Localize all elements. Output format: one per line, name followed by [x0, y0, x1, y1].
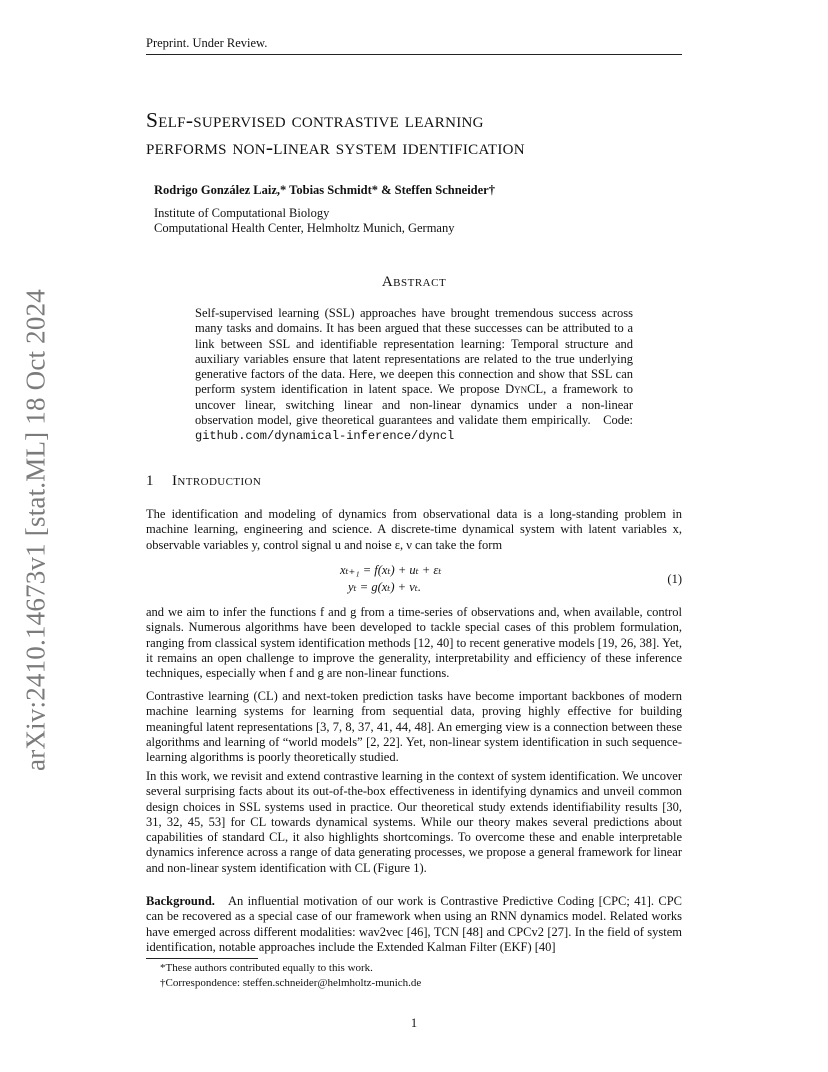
intro-paragraph-3: Contrastive learning (CL) and next-token prediction tasks have become important backbones of modern machine learning systems for learning from sequential data, proving highly effective for building meaningful latent representations [3, 7, 8, 37, 41, 44, 48]. An emerging view is a connection between these algorithms and learning of “world models” [2, 22]. Yet, non-linear system identification in such sequence-learning algorithms is poorly theoretically studied.: [146, 689, 682, 765]
abstract-text-a: Self-supervised learning (SSL) approaches have brought tremendous success across many tasks and domains. It has been argued that these successes can be attributed to a link between SSL and identifiable representation learning: Temporal structure and auxiliary variables ensure that latent representations are related to the true underlying generative factors of the data. Here, we deepen this connection and show that SSL can perform system identification in latent space. We propose: [195, 306, 633, 397]
title-line-2: performs non-linear system identification: [146, 135, 525, 159]
abstract-body: [195, 306, 633, 445]
equation-number: (1): [667, 572, 682, 586]
abstract-heading: Abstract: [381, 274, 447, 290]
title-line-1: Self-supervised contrastive learning: [146, 108, 484, 132]
section-number: 1: [146, 473, 154, 489]
page-number: 1: [410, 1016, 418, 1030]
affiliation-line-1: Institute of Computational Biology: [154, 206, 330, 220]
method-name: DynCL: [505, 382, 544, 397]
abstract-text-b: , a framework to uncover linear, switching linear and non-linear dynamics under a non-linear observation model, give theoretical guarantees and validate them empirically.: [195, 382, 633, 428]
footnote-2: †Correspondence: steffen.schneider@helmholtz-munich.de: [160, 977, 422, 989]
affiliation-line-2: Computational Health Center, Helmholtz Munich, Germany: [154, 221, 455, 235]
running-header: Preprint. Under Review.: [146, 36, 682, 55]
intro-paragraph-4: In this work, we revisit and extend contrastive learning in the context of system identification. We uncover several surprising facts about its out-of-the-box effectiveness in identifying dynamics and unveil common design choices in SSL systems used in practice. Our theoretical study extends identifiability results [30, 31, 32, 45, 53] for CL towards dynamical systems. While our theory makes several predictions about capabilities of standard CL, it also highlights shortcomings. To overcome these and enable interpretable dynamics inference across a range of data generating processes, we propose a general framework for linear and non-linear system identification with CL (Figure 1).: [146, 769, 682, 875]
background-text: An influential motivation of our work is Contrastive Predictive Coding [CPC; 41]. CPC can be recovered as a special case of our framework when using an RNN dynamics model. Related works have emerged across different modalities: wav2vec [46], TCN [48] and CPCv2 [27]. In the field of system identification, notable approaches include the Extended Kalman Filter (EKF) [40]: [146, 894, 682, 954]
background-paragraph: [146, 894, 682, 955]
affiliation: [154, 206, 454, 236]
intro-paragraph-2: and we aim to infer the functions f and g from a time-series of observations and, when available, control signals. Numerous algorithms have been developed to tackle special cases of this problem formulation, ranging from classical system identification methods [12, 40] to recent generative models [19, 26, 38]. Yet, it remains an open challenge to improve the generality, interpretability and efficiency of these inference techniques, especially when f and g are non-linear functions.: [146, 605, 682, 681]
code-label: Code:: [603, 413, 633, 428]
section-heading: [146, 473, 261, 490]
footnote-rule: [146, 958, 258, 959]
intro-paragraph-1: The identification and modeling of dynamics from observational data is a long-standing problem in machine learning, engineering and science. A discrete-time dynamical system with latent variables x, observable variables y, control signal u and noise ε, ν can take the form: [146, 507, 682, 552]
equation-line-2: yₜ = g(xₜ) + νₜ.: [348, 580, 421, 594]
paper-title: [146, 107, 682, 161]
background-heading: Background.: [146, 894, 215, 908]
arxiv-id: arXiv:2410.14673v1 [stat.ML] 18 Oct 2024: [20, 289, 51, 771]
footnote-1: *These authors contributed equally to this work.: [160, 962, 373, 974]
arxiv-sidebar-stamp: [14, 285, 58, 775]
section-title: Introduction: [172, 473, 262, 489]
equation-line-1: xₜ₊₁ = f(xₜ) + uₜ + εₜ: [340, 563, 442, 577]
equation-1: [146, 562, 682, 598]
author-list: Rodrigo González Laiz,* Tobias Schmidt* & Steffen Schneider†: [154, 183, 495, 197]
code-link[interactable]: github.com/dynamical-inference/dyncl: [195, 429, 455, 444]
